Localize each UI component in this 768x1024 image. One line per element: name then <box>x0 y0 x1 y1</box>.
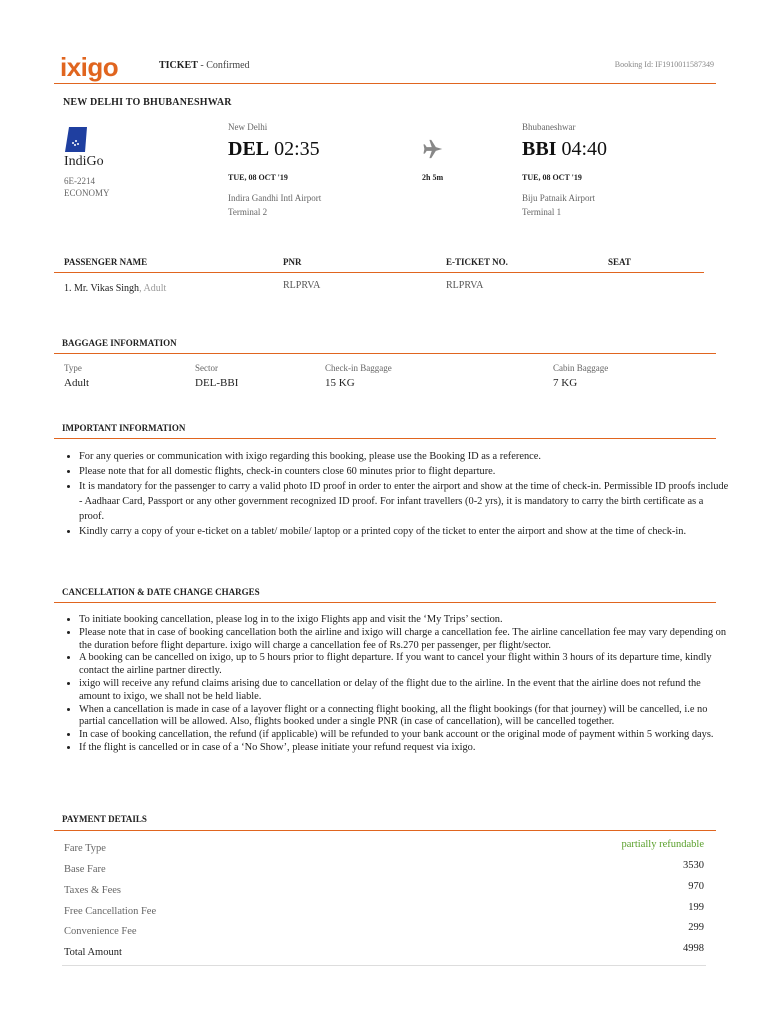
payment-row-total <box>64 943 704 967</box>
payment-label: Convenience Fee <box>64 926 137 937</box>
baggage-sector-label: Sector <box>195 363 218 373</box>
baggage-type-label: Type <box>64 363 82 373</box>
cancellation-item: • To initiate booking cancellation, please log in to the ixigo Flights app and visit the ‘My Trips’ section. <box>79 614 731 627</box>
payment-label: Taxes & Fees <box>64 885 122 896</box>
cabin-class: ECONOMY <box>64 188 110 198</box>
checkin-baggage-label: Check-in Baggage <box>325 363 392 373</box>
destination-code-time <box>522 138 607 161</box>
payment-label: Fare Type <box>64 843 106 854</box>
important-info-item: • It is mandatory for the passenger to carry a valid photo ID proof in order to enter the airport and show at the time of check-in. Permissible ID proofs include - Aadhaar Card, Passport or any other government recognized ID proof. For infant travellers (0-2 yrs), it is mandatory to carry the birth certificate as a proof. <box>79 479 731 524</box>
baggage-divider <box>54 353 716 354</box>
important-info-title: IMPORTANT INFORMATION <box>62 423 186 433</box>
passenger-name: Mr. Vikas Singh <box>74 283 140 294</box>
cancellation-divider <box>54 602 716 603</box>
flight-duration: 2h 5m <box>422 173 444 182</box>
passenger-name-header: PASSENGER NAME <box>64 257 148 267</box>
payment-row-base-fare <box>64 860 704 884</box>
payment-bottom-divider <box>62 965 706 966</box>
payment-value: 970 <box>688 881 704 892</box>
eticket-header: E-TICKET NO. <box>446 257 508 267</box>
important-info-list <box>62 449 731 539</box>
passenger-name-cell <box>64 283 166 294</box>
flight-number: 6E-2214 <box>64 176 95 186</box>
payment-label: Base Fare <box>64 864 106 875</box>
origin-code: DEL <box>228 138 270 160</box>
payment-value: partially refundable <box>621 839 704 850</box>
ticket-status <box>159 60 250 71</box>
passenger-type: , Adult <box>139 283 167 294</box>
important-info-divider <box>54 438 716 439</box>
origin-date: TUE, 08 OCT '19 <box>228 173 288 182</box>
origin-terminal: Terminal 2 <box>228 207 268 217</box>
payment-row-fare-type <box>64 839 704 863</box>
destination-code: BBI <box>522 138 557 160</box>
important-info-item: • Please note that for all domestic flights, check-in counters close 60 minutes prior to flight departure. <box>79 464 731 479</box>
baggage-title: BAGGAGE INFORMATION <box>62 338 177 348</box>
origin-code-time <box>228 138 320 161</box>
destination-time: 04:40 <box>561 138 608 160</box>
cancellation-item: • When a cancellation is made in case of a layover flight or a connecting flight booking, all the flight bookings (for that journey) will be cancelled, i.e no partial cancellation will be allowed. Also, flights booked under a single PNR (in case of cancellation), will be cancelled together. <box>79 704 731 730</box>
payment-row-convenience-fee <box>64 922 704 946</box>
payment-title: PAYMENT DETAILS <box>62 814 147 824</box>
origin-airport: Indira Gandhi Intl Airport <box>228 193 322 203</box>
cabin-baggage-label: Cabin Baggage <box>553 363 609 373</box>
cancellation-title: CANCELLATION & DATE CHANGE CHARGES <box>62 587 260 597</box>
airplane-icon <box>423 138 445 160</box>
destination-airport: Biju Patnaik Airport <box>522 193 595 203</box>
ticket-label: TICKET <box>159 60 198 71</box>
payment-divider <box>54 830 716 831</box>
passenger-index: 1. <box>64 283 72 294</box>
airline-name: IndiGo <box>64 154 104 169</box>
cancellation-list <box>62 614 731 755</box>
seat-header: SEAT <box>608 257 631 267</box>
ticket-status-text: - Confirmed <box>197 60 250 71</box>
ixigo-logo <box>60 52 118 83</box>
route-title: NEW DELHI TO BHUBANESHWAR <box>63 97 232 108</box>
cancellation-item: • If the flight is cancelled or in case of a ‘No Show’, please initiate your refund request via ixigo. <box>79 742 731 755</box>
payment-value: 4998 <box>683 943 704 954</box>
origin-time: 02:35 <box>274 138 320 160</box>
payment-value: 3530 <box>683 860 704 871</box>
important-info-item: • Kindly carry a copy of your e-ticket on a tablet/ mobile/ laptop or a printed copy of the ticket to enter the airport and show at the time of check-in. <box>79 524 731 539</box>
booking-id: Booking Id: IF1910011587349 <box>614 60 714 69</box>
pnr-header: PNR <box>283 257 302 267</box>
payment-row-free-cancellation <box>64 902 704 926</box>
cabin-baggage-value: 7 KG <box>553 377 578 389</box>
payment-value: 299 <box>688 922 704 933</box>
cancellation-item: • A booking can be cancelled on ixigo, up to 5 hours prior to flight departure. If you want to cancel your flight within 3 hours of its departure time, kindly contact the airline partner directly. <box>79 652 731 678</box>
destination-date: TUE, 08 OCT '19 <box>522 173 582 182</box>
eticket-value: RLPRVA <box>446 280 484 291</box>
checkin-baggage-value: 15 KG <box>325 377 355 389</box>
cancellation-item: • ixigo will receive any refund claims arising due to cancellation or delay of the flight due to the airline. In the event that the airline does not refund the amount to ixigo, we shall not be held liable. <box>79 678 731 704</box>
indigo-tail-icon <box>63 125 91 153</box>
cancellation-item: • In case of booking cancellation, the refund (if applicable) will be refunded to your bank account or the original mode of payment within 5 working days. <box>79 729 731 742</box>
baggage-sector-value: DEL-BBI <box>195 377 239 389</box>
brand-text: ixigo <box>60 52 119 82</box>
payment-label: Total Amount <box>64 947 122 958</box>
baggage-type-value: Adult <box>64 377 90 389</box>
passenger-header-divider <box>54 272 704 273</box>
destination-city: Bhubaneshwar <box>522 122 576 132</box>
destination-terminal: Terminal 1 <box>522 207 562 217</box>
origin-city: New Delhi <box>228 122 268 132</box>
payment-value: 199 <box>688 902 704 913</box>
pnr-value: RLPRVA <box>283 280 321 291</box>
payment-row-taxes <box>64 881 704 905</box>
important-info-item: • For any queries or communication with ixigo regarding this booking, please use the Booking ID as a reference. <box>79 449 731 464</box>
cancellation-item: • Please note that in case of booking cancellation both the airline and ixigo will charge a cancellation fee. The airline cancellation fee may vary depending on the duration before flight departure. ixigo will charge a cancellation fee of Rs.270 per passenger, per flight/sector. <box>79 627 731 653</box>
payment-label: Free Cancellation Fee <box>64 906 157 917</box>
header-divider <box>54 83 716 84</box>
